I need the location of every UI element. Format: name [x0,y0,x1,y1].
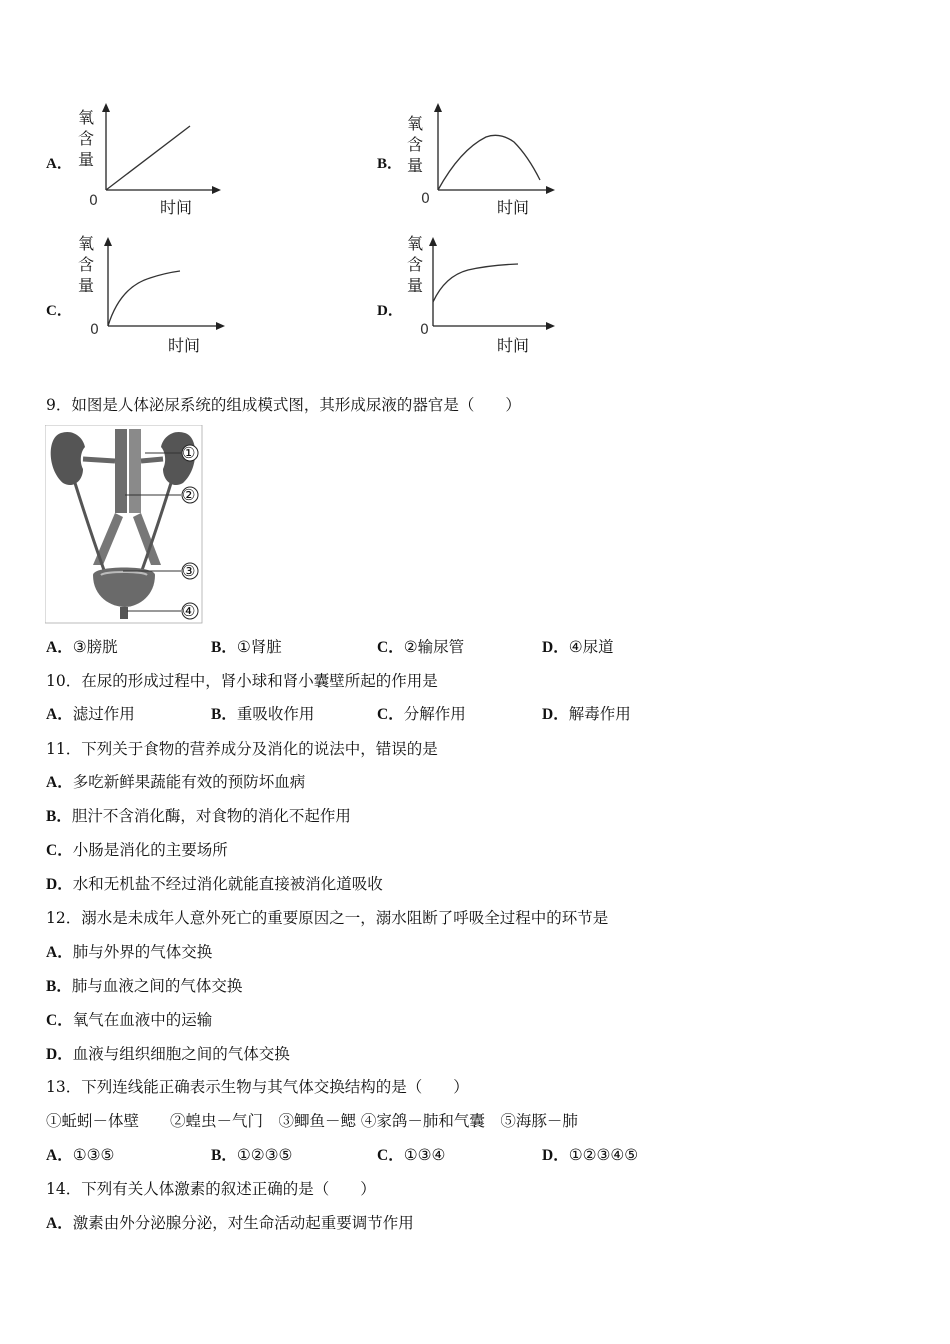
option-b [211,704,314,725]
option-text: 水和无机盐不经过消化就能直接被消化道吸收 [72,875,383,893]
option-text: ①肾脏 [236,638,282,656]
option-b [46,976,242,997]
option-letter: C． [46,1012,73,1029]
option-text: 血液与组织细胞之间的气体交换 [72,1045,290,1063]
option-b [211,637,282,658]
option-text: 肺与外界的气体交换 [72,943,213,961]
option-letter: C． [377,706,404,723]
origin-label: 0 [89,193,98,209]
origin-label: 0 [420,322,429,338]
q13-stem: 13．下列连线能正确表示生物与其气体交换结构的是（ ） [46,1078,469,1096]
x-axis-label: 时间 [497,198,530,217]
option-text: ①③④ [403,1146,446,1164]
y-axis-label-char: 氧 [78,234,95,253]
y-axis-label-char: 量 [78,276,95,295]
x-axis-label: 时间 [168,336,201,355]
option-c [377,704,466,725]
option-c [377,637,464,658]
option-text: ②输尿管 [403,638,465,656]
option-letter: B． [46,978,72,995]
option-letter: A． [46,1215,73,1232]
y-axis-label-char: 含 [78,255,95,274]
option-label: D． [377,303,403,319]
option-d [542,637,614,658]
option-letter: D． [542,639,569,656]
curve-linear [106,126,190,190]
q14-stem: 14．下列有关人体激素的叙述正确的是（ ） [46,1180,376,1198]
option-text: 分解作用 [403,705,466,723]
origin-label: 0 [421,191,430,207]
option-c [46,840,228,861]
fig-label-2: ② [182,486,196,504]
x-axis-label: 时间 [497,336,530,355]
option-letter: A． [46,1147,73,1164]
option-letter: A． [46,774,73,791]
option-b [211,1145,292,1166]
urethra [120,607,128,619]
q12-stem: 12．溺水是未成年人意外死亡的重要原因之一，溺水阻断了呼吸全过程中的环节是 [46,909,609,927]
origin-label: 0 [90,322,99,338]
q13-pairs: ①蚯蚓－体壁 ②蝗虫－气门 ③鲫鱼－鳃 ④家鸽－肺和气囊 ⑤海豚－肺 [46,1112,578,1130]
option-text: 重吸收作用 [236,705,315,723]
option-letter: D． [542,1147,569,1164]
option-d [46,874,383,895]
y-axis-label-char: 量 [407,156,424,175]
y-axis-label-char: 量 [407,276,424,295]
option-text: ①③⑤ [72,1146,115,1164]
option-b [46,806,351,827]
graph-saturate-offset [400,232,565,357]
option-letter: A． [46,706,73,723]
q11-stem: 11．下列关于食物的营养成分及消化的说法中，错误的是 [46,740,438,758]
y-axis-label-char: 含 [407,135,424,154]
y-axis-label-char: 氧 [407,114,424,133]
option-a [46,942,212,963]
option-c [46,1010,212,1031]
option-letter: C． [377,639,404,656]
option-d [46,1044,290,1065]
option-text: 小肠是消化的主要场所 [72,841,228,859]
option-text: ④尿道 [568,638,614,656]
option-c [377,1145,445,1166]
option-letter: A． [46,639,73,656]
option-label: C． [46,303,72,319]
option-text: 氧气在血液中的运输 [72,1011,213,1029]
q9-stem: 9．如图是人体泌尿系统的组成模式图，其形成尿液的器官是（ ） [46,396,521,414]
y-axis-label-char: 含 [407,255,424,274]
option-label: B． [377,156,403,172]
y-axis-label-char: 氧 [407,234,424,253]
option-a [46,704,135,725]
option-text: ③膀胱 [72,638,118,656]
option-text: ①②③⑤ [236,1146,293,1164]
graph-saturate-zero [70,232,235,357]
option-a [46,1145,114,1166]
option-text: 激素由外分泌腺分泌，对生命活动起重要调节作用 [72,1214,414,1232]
curve-saturate-offset [433,264,518,302]
option-letter: C． [46,842,73,859]
option-text: 多吃新鲜果蔬能有效的预防坏血病 [72,773,306,791]
option-text: 解毒作用 [568,705,631,723]
x-axis-label: 时间 [160,198,193,217]
fig-label-1: ① [182,444,196,462]
option-letter: A． [46,944,73,961]
option-a [46,1213,414,1234]
option-letter: B． [211,706,237,723]
option-label: A． [46,156,72,172]
option-a [46,772,305,793]
fig-label-4: ④ [182,602,196,620]
option-d [542,1145,638,1166]
curve-saturate [108,271,180,326]
option-letter: C． [377,1147,404,1164]
option-text: 滤过作用 [72,705,135,723]
q10-stem: 10．在尿的形成过程中，肾小球和肾小囊壁所起的作用是 [46,672,438,690]
y-axis-label-char: 氧 [78,108,95,127]
option-text: 胆汁不含消化酶，对食物的消化不起作用 [71,807,351,825]
option-a [46,637,118,658]
option-letter: B． [211,639,237,656]
y-axis-label-char: 量 [78,150,95,169]
option-letter: D． [46,1046,73,1063]
y-axis-label-char: 含 [78,129,95,148]
fig-label-3: ③ [182,562,196,580]
option-letter: B． [46,808,72,825]
option-text: 肺与血液之间的气体交换 [71,977,243,995]
option-text: ①②③④⑤ [568,1146,639,1164]
option-letter: D． [542,706,569,723]
option-d [542,704,631,725]
option-letter: D． [46,876,73,893]
curve-rise-fall [438,135,540,190]
option-letter: B． [211,1147,237,1164]
